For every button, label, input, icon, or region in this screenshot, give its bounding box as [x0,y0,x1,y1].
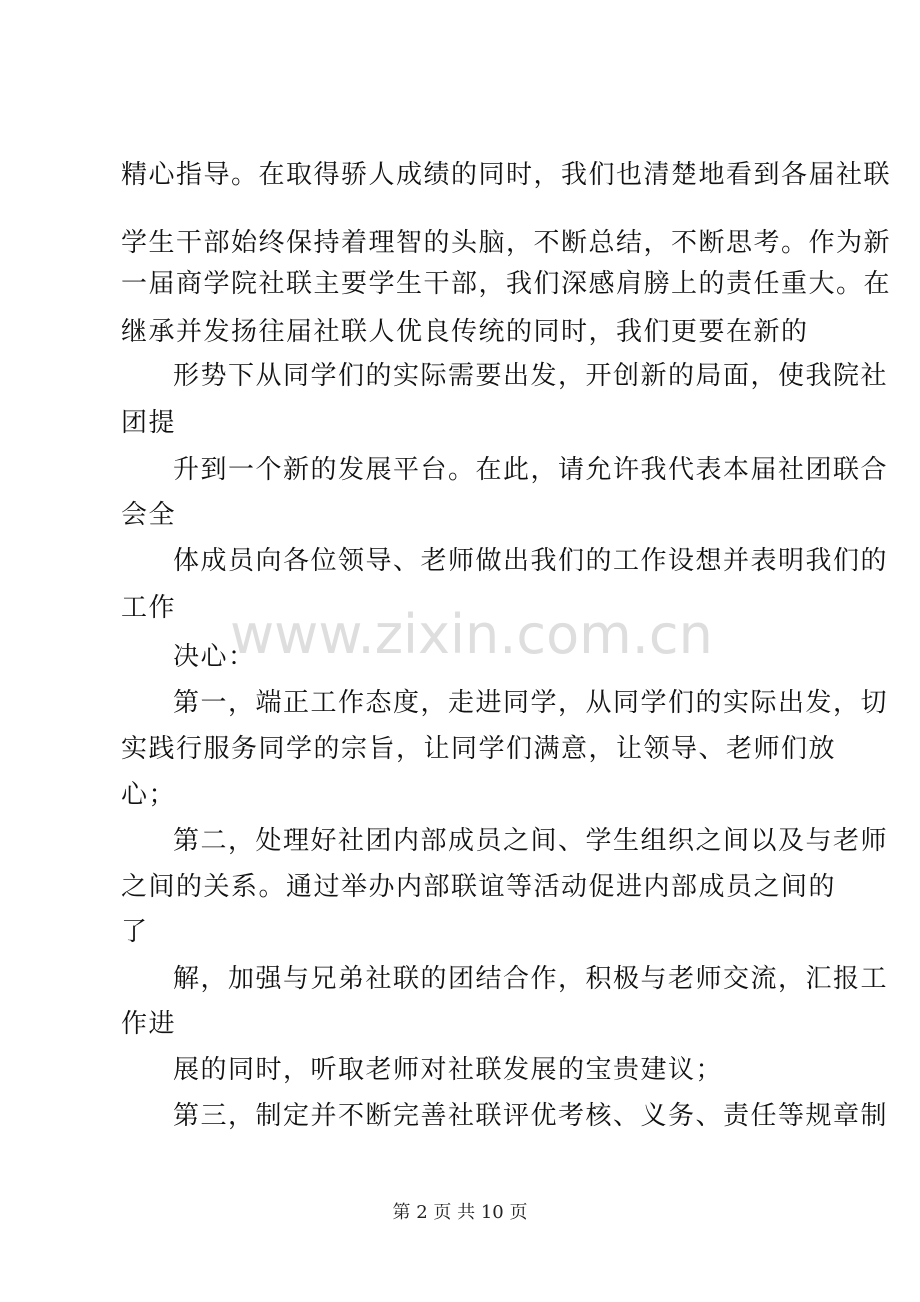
text-line: 学生干部始终保持着理智的头脑，不断总结，不断思考。作为新 [121,228,892,258]
text-line: 作进 [121,1009,177,1039]
text-line: 第二，处理好社团内部成员之间、学生组织之间以及与老师 [173,826,889,856]
text-line: 第一，端正工作态度，走进同学，从同学们的实际出发，切 [173,688,889,718]
page-number-footer: 第 2 页 共 10 页 [392,1202,528,1223]
text-line: 心； [121,780,177,810]
text-line: 体成员向各位领导、老师做出我们的工作设想并表明我们的 [173,546,889,576]
text-line: 解，加强与兄弟社联的团结合作，积极与老师交流，汇报工 [173,964,889,994]
text-line: 工作 [121,593,177,623]
text-line: 形势下从同学们的实际需要出发，开创新的局面，使我院社 [173,361,889,391]
watermark: www.zixin.com.cn [230,603,713,666]
text-line: 团提 [121,408,177,438]
text-line: 了 [121,917,149,947]
text-line: 精心指导。在取得骄人成绩的同时，我们也清楚地看到各届社联 [121,160,892,190]
text-line: 继承并发扬往届社联人优良传统的同时，我们更要在新的 [121,317,809,347]
text-line: 决心： [173,642,256,672]
text-line: 升到一个新的发展平台。在此，请允许我代表本届社团联合 [173,455,889,485]
text-line: 之间的关系。通过举办内部联谊等活动促进内部成员之间的 [121,872,837,902]
text-line: 实践行服务同学的宗旨，让同学们满意，让领导、老师们放 [121,734,837,764]
text-line: 第三，制定并不断完善社联评优考核、义务、责任等规章制 [173,1101,889,1131]
text-line: 会全 [121,500,177,530]
text-line: 展的同时，听取老师对社联发展的宝贵建议； [173,1055,724,1085]
text-line: 一届商学院社联主要学生干部，我们深感肩膀上的责任重大。在 [121,269,892,299]
